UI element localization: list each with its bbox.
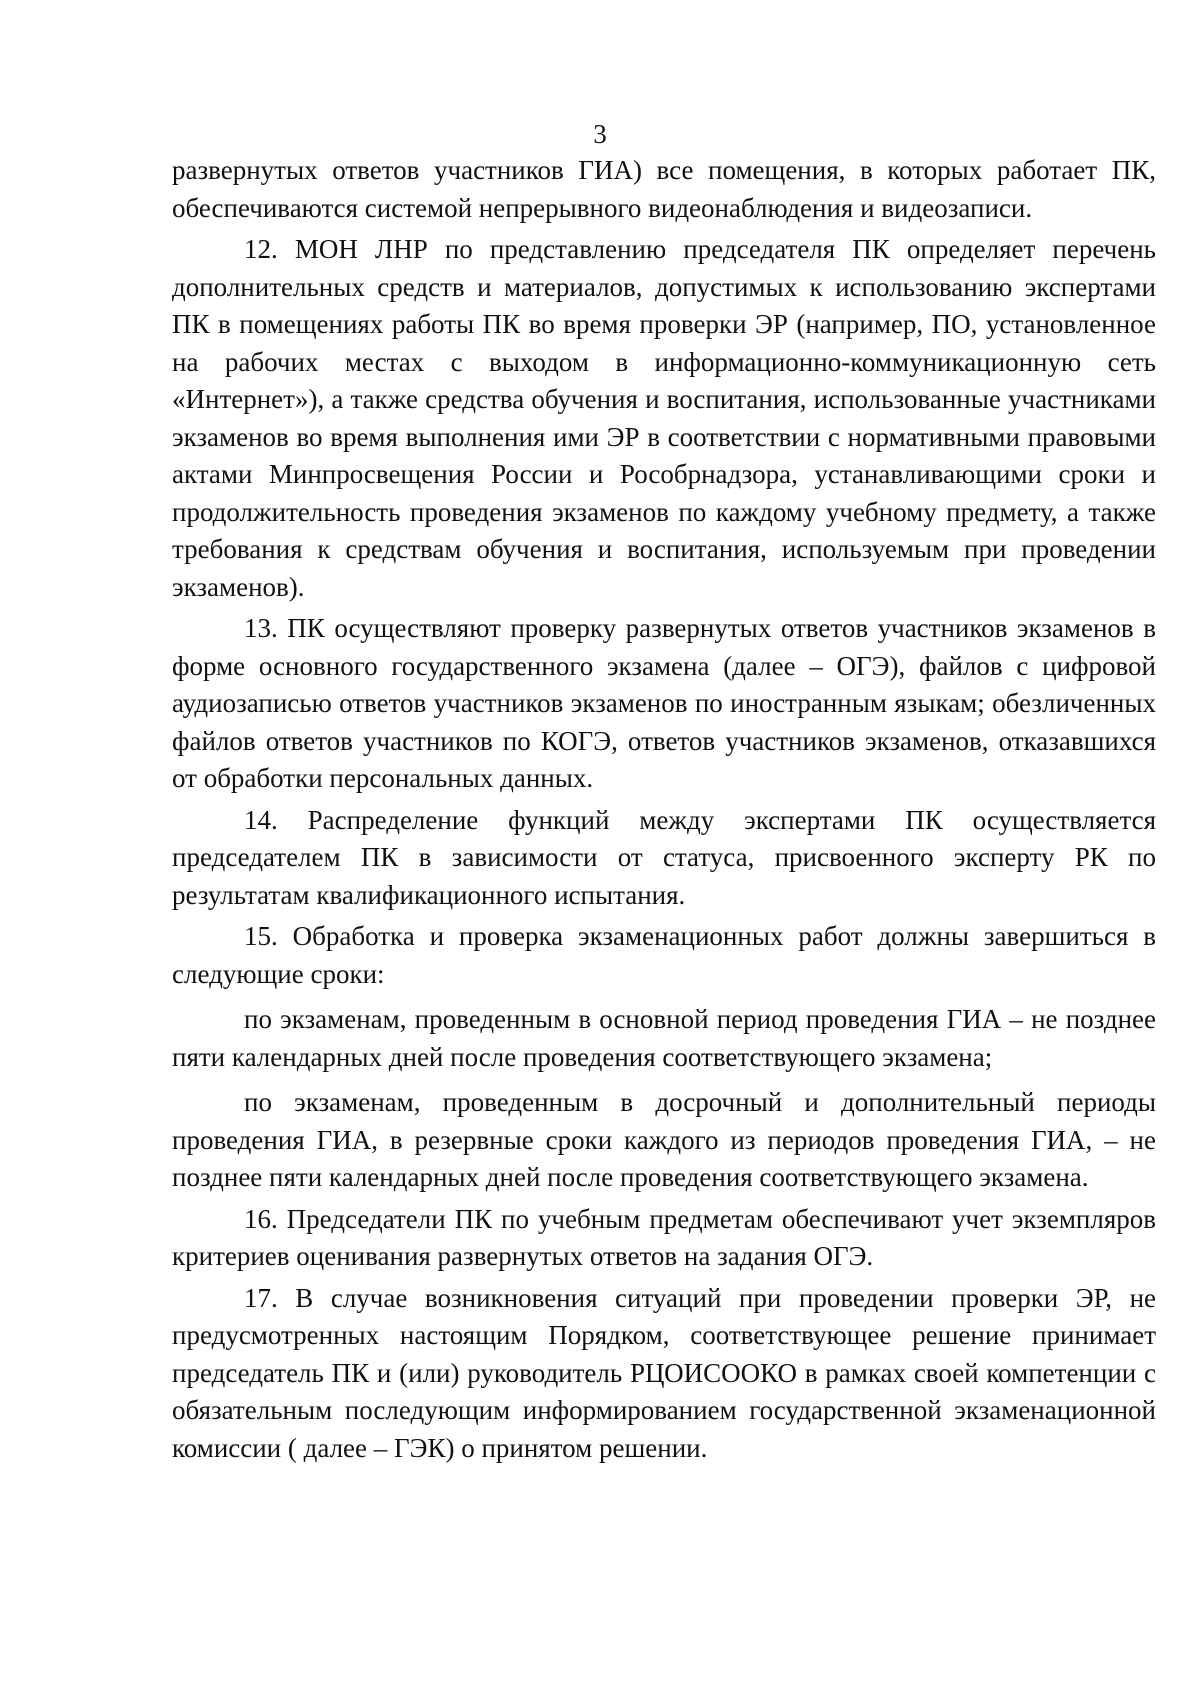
paragraph-continuation: развернутых ответов участников ГИА) все помещения, в которых работает ПК, обеспечиваются системой непрерывного видеонаблюдения и видеозаписи. bbox=[172, 155, 1156, 223]
paragraph-item-14: 14. Распределение функций между экспертами ПК осуществляется председателем ПК в зависимости от статуса, присвоенного эксперту РК по результатам квалификационного испытания. bbox=[172, 804, 1156, 910]
paragraph-deadline-main-period: по экзаменам, проведенным в основной период проведения ГИА – не позднее пяти календарных дней после проведения соответствующего экзамена; bbox=[172, 1004, 1156, 1072]
paragraph-item-15: 15. Обработка и проверка экзаменационных работ должны завершиться в следующие сроки: bbox=[172, 921, 1156, 989]
paragraph-item-13: 13. ПК осуществляют проверку развернутых ответов участников экзаменов в форме основного государственного экзамена (далее – ОГЭ), файлов с цифровой аудиозаписью ответов участников экзаменов по иностранным языкам; обезличенных файлов ответов участников по КОГЭ, ответов участников экзаменов, отказавшихся от обработки персональных данных. bbox=[172, 613, 1156, 793]
paragraph-item-12: 12. МОН ЛНР по представлению председателя ПК определяет перечень дополнительных средств и материалов, допустимых к использованию экспертами ПК в помещениях работы ПК во время проверки ЭР (например, ПО, установленное на рабочих местах с выходом в информационно-коммуникационную сеть «Интернет»), а также средства обучения и воспитания, использованные участниками экзаменов во время выполнения ими ЭР в соответствии с нормативными правовыми актами Минпросвещения России и Рособрнадзора, устанавливающими сроки и продолжительность проведения экзаменов по каждому учебному предмету, а также требования к средствам обучения и воспитания, используемым при проведении экзаменов). bbox=[172, 234, 1156, 602]
page-number: 3 bbox=[593, 119, 607, 149]
paragraph-item-17: 17. В случае возникновения ситуаций при проведении проверки ЭР, не предусмотренных настоящим Порядком, соответствующее решение принимает председатель ПК и (или) руководитель РЦОИСООКО в рамках своей компетенции с обязательным последующим информированием государственной экзаменационной комиссии ( далее – ГЭК) о принятом решении. bbox=[172, 1282, 1156, 1463]
paragraph-item-16: 16. Председатели ПК по учебным предметам обеспечивают учет экземпляров критериев оценивания развернутых ответов на задания ОГЭ. bbox=[172, 1203, 1156, 1271]
document-body bbox=[172, 152, 1156, 1467]
paragraph-deadline-early-additional-periods: по экзаменам, проведенным в досрочный и дополнительный периоды проведения ГИА, в резервные сроки каждого из периодов проведения ГИА, – не позднее пяти календарных дней после проведения соответствующего экзамена. bbox=[172, 1087, 1156, 1192]
